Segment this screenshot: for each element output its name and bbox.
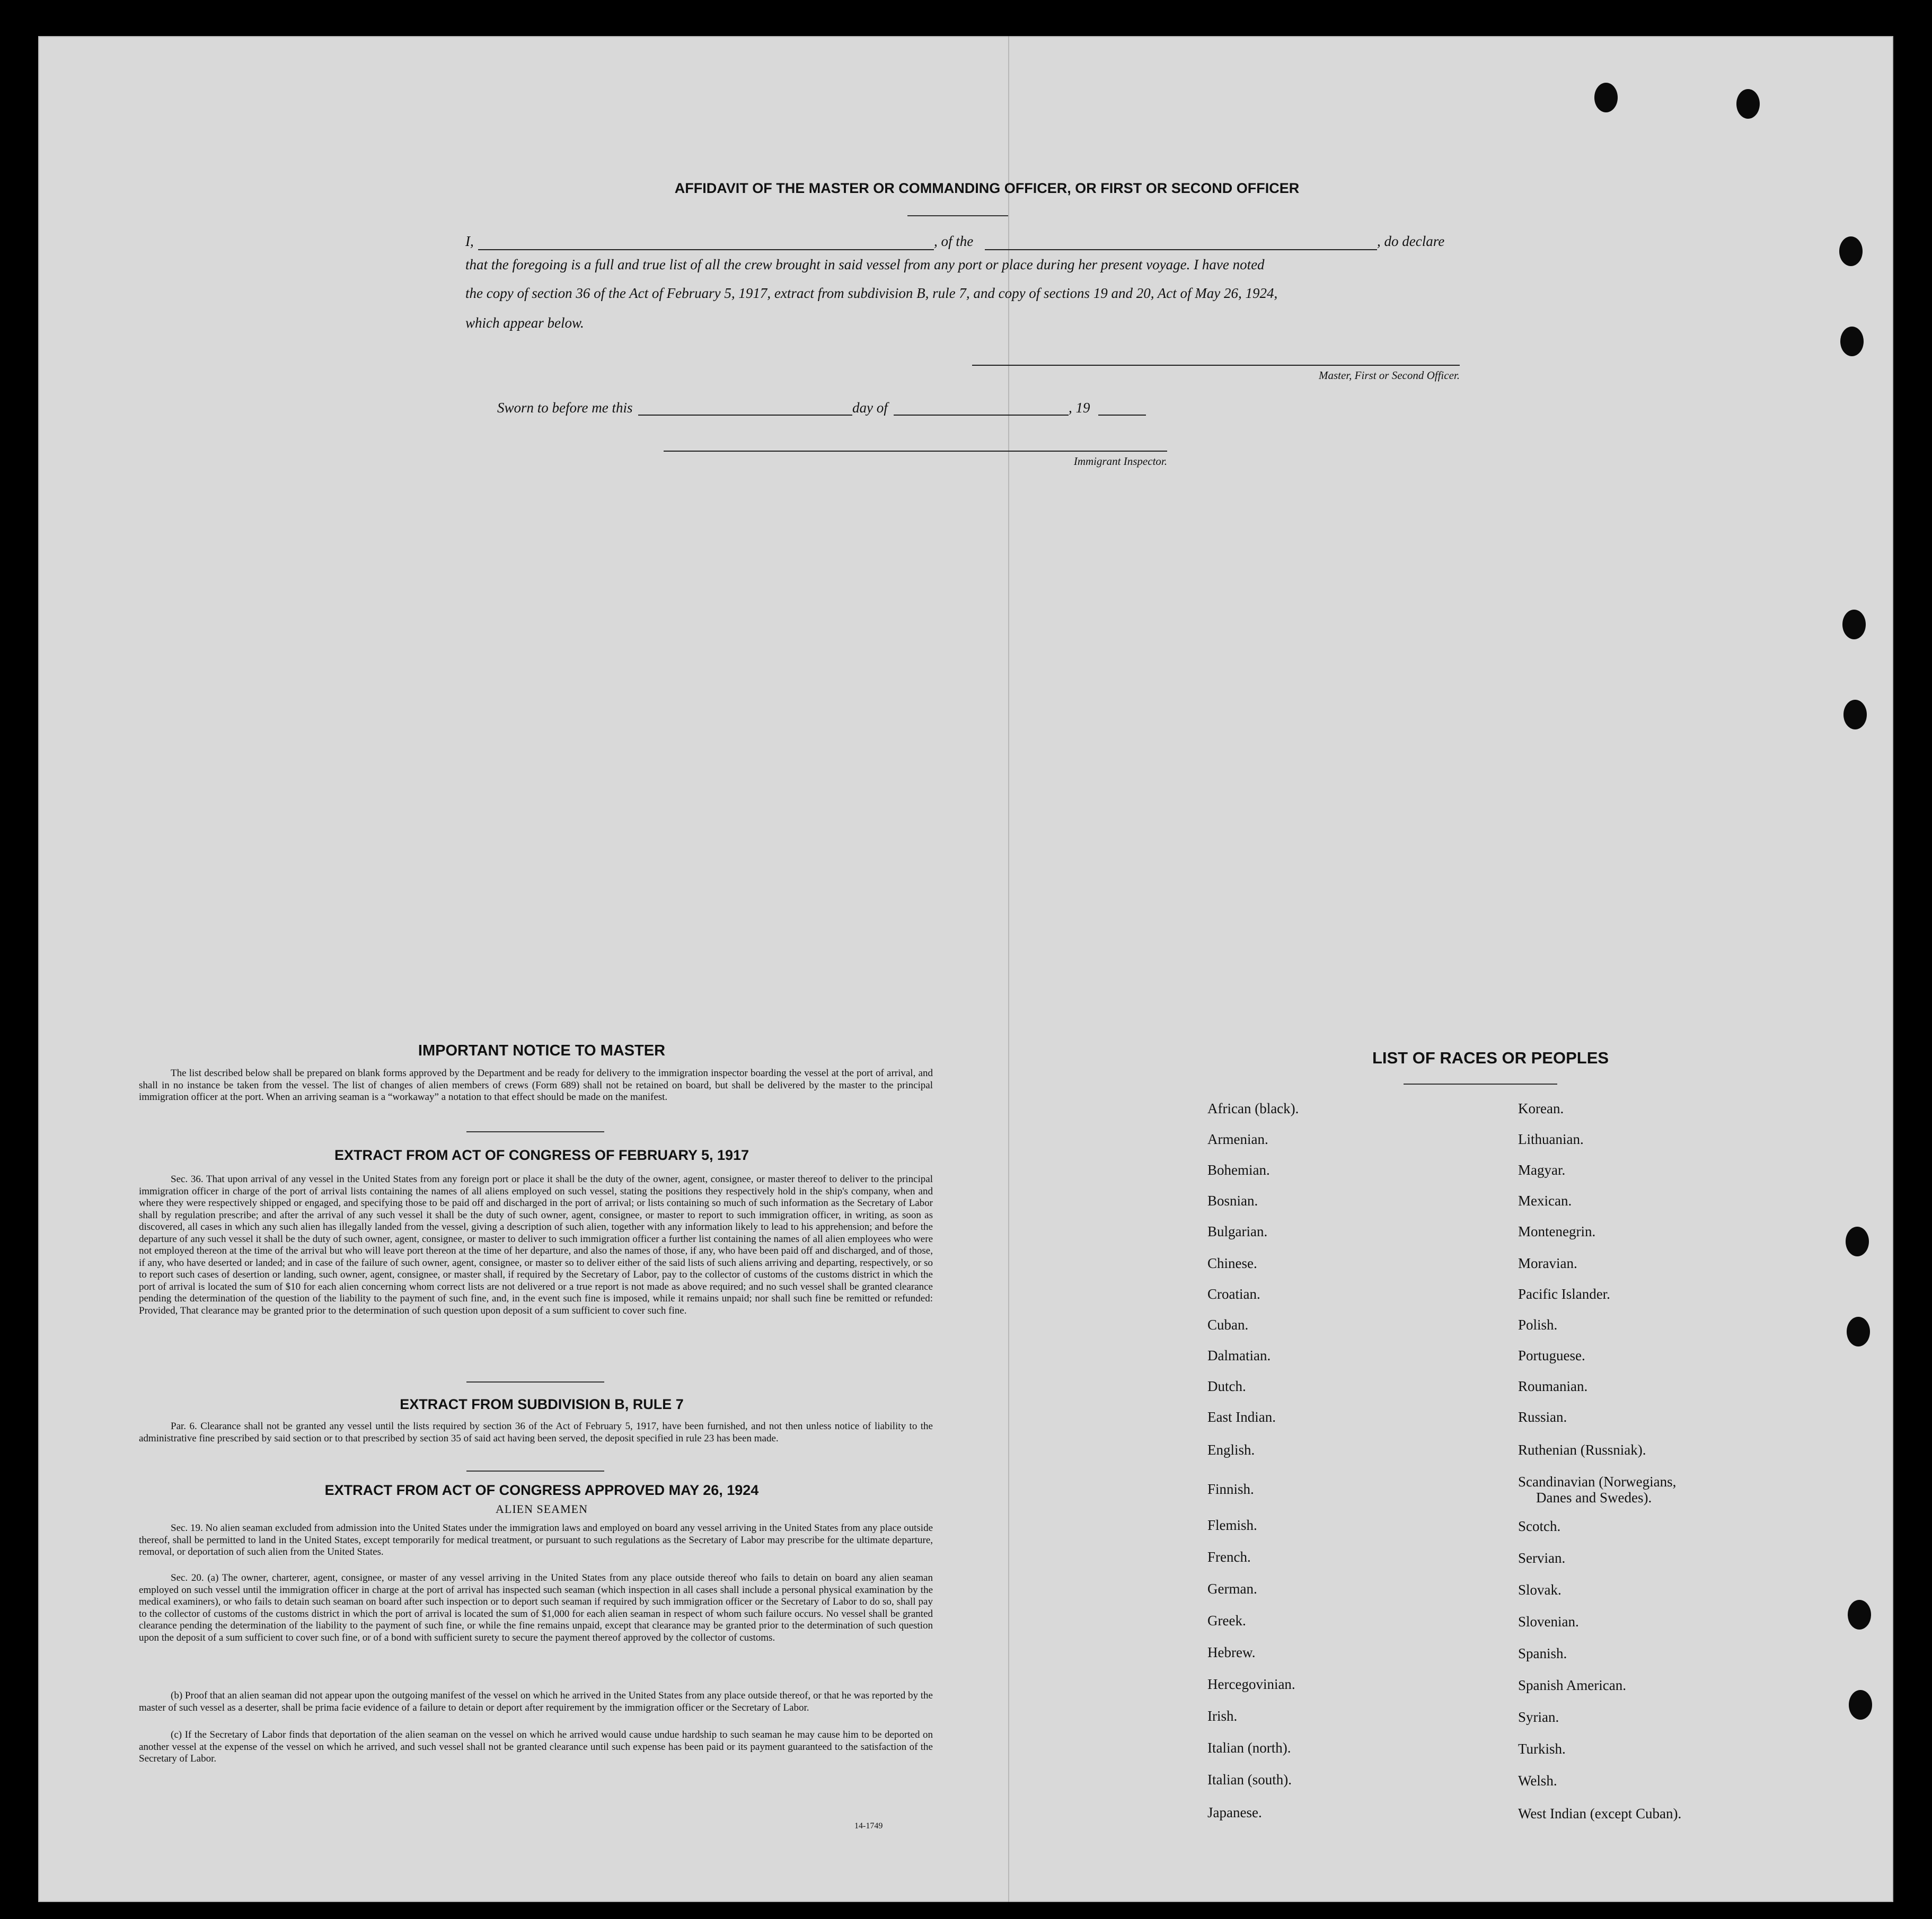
race-item: Slovenian. [1518, 1614, 1579, 1630]
race-item: Japanese. [1207, 1804, 1262, 1820]
race-item: Bohemian. [1207, 1162, 1270, 1178]
race-item: Hercegovinian. [1207, 1676, 1295, 1692]
extract-rule7-title: EXTRACT FROM SUBDIVISION B, RULE 7 [400, 1396, 684, 1412]
race-item: Bosnian. [1207, 1193, 1258, 1209]
extract-1924-title: EXTRACT FROM ACT OF CONGRESS APPROVED MAY 26, 1924 [324, 1482, 759, 1498]
race-item: Armenian. [1207, 1131, 1268, 1147]
race-item: Scandinavian (Norwegians, [1518, 1474, 1677, 1490]
race-item: Dalmatian. [1207, 1348, 1271, 1363]
race-item: Flemish. [1207, 1517, 1257, 1533]
race-item: Finnish. [1207, 1481, 1254, 1497]
sec-20b-text: (b) Proof that an alien seaman did not appear upon the outgoing manifest of the vessel on which he arrived in the United States from any place outside thereof, or that he was reported by the master of such vessel as a deserter, shall be prima facie evidence of a failure to detain or deport after requirement by the immigration officer or the Secretary of Labor. [139, 1690, 933, 1713]
affidavit-line-2: that the foregoing is a full and true list of all the crew brought in said vessel from any port or place during her present voyage. I have noted [465, 257, 1265, 272]
master-signature-caption: Master, First or Second Officer. [1319, 369, 1460, 382]
race-item: French. [1207, 1549, 1251, 1565]
race-item: Pacific Islander. [1518, 1286, 1610, 1302]
name-blank[interactable] [478, 249, 934, 250]
race-item: Danes and Swedes). [1536, 1490, 1652, 1506]
race-item: Spanish American. [1518, 1677, 1626, 1693]
section-rule [466, 1131, 604, 1132]
year-label: , 19 [1069, 400, 1090, 416]
races-title-rule [1404, 1084, 1557, 1085]
extract-1917-text: Sec. 36. That upon arrival of any vessel in the United States from any foreign port or place it shall be the duty of the owner, agent, consignee, or master thereof to deliver to the principal immigration officer in charge of the port of arrival lists containing the names of all aliens employed on such vessel, stating the positions they respectively hold in the ship's company, when and where they were respectively shipped or engaged, and specifying those to be paid off and discharged in the port of arrival; or lists containing so much of such information as the Secretary of Labor shall by regulation prescribe; and after the arrival of any such vessel it shall be the duty of such owner, agent, consignee, or master to report to such immigration officer, in writing, as soon as discovered, all cases in which any such alien has illegally landed from the vessel, giving a description of such alien, together with any information likely to lead to his apprehension; and before the departure of any such vessel it shall be the duty of such owner, agent, consignee, or master to deliver to such immigration officer a further list containing the names of all alien employees who were not employed thereon at the time of the arrival but who will leave port thereon at the time of her departure, and also the names of those, if any, who have been paid off and discharged, and of those, if any, who have deserted or landed; and in case of the failure of such owner, agent, consignee, or master so to deliver either of the said lists of such aliens arriving and departing, respectively, or so to report such cases of desertion or landing, such owner, agent, consignee, or master shall, if required by the Secretary of Labor, pay to the collector of customs of the customs district in which the port of arrival is located the sum of $10 for each alien concerning whom correct lists are not delivered or a true report is not made as above required; and no such vessel shall be granted clearance pending the determination of the question of the liability to the payment of such fine, and, in the event such fine is imposed, while it remains unpaid; nor shall such fine be remitted or refunded: Provided, That clearance may be granted prior to the determination of such question upon deposit of a sum sufficient to cover such fine. [139, 1174, 933, 1316]
race-item: Russian. [1518, 1409, 1567, 1425]
extract-rule7-text: Par. 6. Clearance shall not be granted any vessel until the lists required by section 36 of the Act of February 5, 1917, have been furnished, and not then unless notice of liability to the administrative fine prescribed by said section or to that prescribed by section 35 of said act having been served, the deposit specified in rule 23 has been made. [139, 1421, 933, 1444]
race-item: West Indian (except Cuban). [1518, 1806, 1682, 1821]
race-item: Spanish. [1518, 1645, 1567, 1661]
inspector-caption: Immigrant Inspector. [1073, 455, 1167, 468]
notice-title: IMPORTANT NOTICE TO MASTER [418, 1042, 666, 1059]
race-item: Roumanian. [1518, 1378, 1588, 1394]
notice-text: The list described below shall be prepared on blank forms approved by the Department and be ready for delivery to the immigration inspector boarding the vessel at the port of arrival, and shall in no instance be taken from the vessel. The list of changes of alien members of crews (Form 689) shall not be retained on board, but shall be delivered by the master to the principal immigration officer at the port. When an arriving seaman is a “workaway” a notation to that effect should be made on the manifest. [139, 1068, 933, 1103]
punch-hole [1842, 610, 1866, 639]
race-item: Croatian. [1207, 1286, 1260, 1302]
punch-hole [1849, 1690, 1872, 1720]
race-item: Slovak. [1518, 1582, 1562, 1598]
race-item: German. [1207, 1581, 1257, 1597]
race-item: Mexican. [1518, 1193, 1572, 1209]
punch-hole [1847, 1317, 1870, 1346]
race-item: East Indian. [1207, 1409, 1276, 1425]
punch-hole [1846, 1227, 1869, 1256]
form-code: 14-1749 [854, 1821, 883, 1830]
punch-hole [1736, 89, 1760, 119]
race-item: Scotch. [1518, 1518, 1561, 1534]
race-item: Chinese. [1207, 1255, 1257, 1271]
punch-hole [1848, 1600, 1871, 1630]
vessel-blank[interactable] [985, 249, 1377, 250]
race-item: Turkish. [1518, 1741, 1566, 1757]
extract-1917-title: EXTRACT FROM ACT OF CONGRESS OF FEBRUARY 5, 1917 [334, 1147, 749, 1163]
day-of-label: day of [852, 400, 888, 416]
punch-hole [1840, 327, 1864, 356]
punch-hole [1843, 700, 1867, 729]
sec-20a-text: Sec. 20. (a) The owner, charterer, agent, consignee, or master of any vessel arriving in the United States from any place outside thereof who fails to detain on board any alien seaman employed on such vessel until the immigration officer in charge at the port of arrival has inspected such seaman (which inspection in all cases shall include a personal physical examination by the medical examiners), or who fails to detain such seaman on board after such inspection or to deport such seaman if required by such immigration officer or the Secretary of Labor to do so, shall pay to the collector of customs of the customs district in which the port of arrival is located the sum of $1,000 for each alien seaman in respect of whom such failure occurs. No vessel shall be granted clearance pending the determination of the liability to the payment of such fine, or while the fine remains unpaid, except that clearance may be granted prior to the determination of such question upon the deposit of a sum sufficient to cover such fine, or of a bond with sufficient surety to secure the payment thereof approved by the collector of customs. [139, 1572, 933, 1643]
race-item: Montenegrin. [1518, 1223, 1596, 1239]
title-rule [907, 215, 1008, 216]
race-item: Portuguese. [1518, 1348, 1585, 1363]
center-fold [1008, 36, 1009, 1902]
race-item: Bulgarian. [1207, 1223, 1268, 1239]
race-item: Polish. [1518, 1317, 1558, 1333]
of-the-label: , of the [934, 233, 974, 249]
extract-1924-subtitle: ALIEN SEAMEN [496, 1502, 588, 1516]
race-item: Ruthenian (Russniak). [1518, 1442, 1646, 1458]
sworn-label: Sworn to before me this [497, 400, 633, 416]
race-item: Magyar. [1518, 1162, 1566, 1178]
sec-19-text: Sec. 19. No alien seaman excluded from admission into the United States under the immigration laws and employed on board any vessel arriving in the United States from any place outside thereof, shall be permitted to land in the United States, except temporarily for medical treatment, or pursuant to such regulations as the Secretary of Labor may prescribe for the ultimate departure, removal, or deportation of such alien from the United States. [139, 1522, 933, 1557]
race-item: Hebrew. [1207, 1644, 1256, 1660]
punch-hole [1594, 83, 1618, 112]
race-item: Moravian. [1518, 1255, 1577, 1271]
race-item: Korean. [1518, 1101, 1564, 1116]
document-sheet [38, 36, 1893, 1902]
affidavit-title: AFFIDAVIT OF THE MASTER OR COMMANDING OFFICER, OR FIRST OR SECOND OFFICER [674, 180, 1300, 196]
race-item: Italian (south). [1207, 1772, 1292, 1788]
race-item: Lithuanian. [1518, 1131, 1584, 1147]
section-rule [466, 1471, 604, 1472]
punch-hole [1839, 236, 1863, 266]
races-title: LIST OF RACES OR PEOPLES [1372, 1049, 1609, 1067]
race-item: Cuban. [1207, 1317, 1249, 1333]
race-item: English. [1207, 1442, 1255, 1458]
day-blank[interactable] [638, 415, 852, 416]
race-item: Dutch. [1207, 1378, 1246, 1394]
race-item: Italian (north). [1207, 1740, 1291, 1756]
affidavit-line-4: which appear below. [465, 315, 584, 331]
master-signature-line[interactable] [972, 365, 1460, 366]
race-item: Irish. [1207, 1708, 1238, 1724]
race-item: Servian. [1518, 1550, 1566, 1566]
year-blank[interactable] [1098, 415, 1146, 416]
affidavit-line-3: the copy of section 36 of the Act of February 5, 1917, extract from subdivision B, rule 7, and copy of sections 19 and 20, Act of May 26, 1924, [465, 285, 1278, 301]
inspector-signature-line[interactable] [664, 451, 1167, 452]
month-blank[interactable] [894, 415, 1069, 416]
race-item: African (black). [1207, 1101, 1299, 1116]
section-rule [466, 1381, 604, 1383]
race-item: Syrian. [1518, 1709, 1559, 1725]
race-item: Greek. [1207, 1613, 1246, 1628]
do-declare-label: , do declare [1377, 233, 1445, 249]
race-item: Welsh. [1518, 1773, 1557, 1789]
sec-20c-text: (c) If the Secretary of Labor finds that deportation of the alien seaman on the vessel on which he arrived would cause undue hardship to such seaman he may cause him to be deported on another vessel at the expense of the vessel on which he arrived, and such vessel shall not be granted clearance until such expense has been paid or its payment guaranteed to the satisfaction of the Secretary of Labor. [139, 1729, 933, 1764]
i-label: I, [465, 233, 474, 249]
